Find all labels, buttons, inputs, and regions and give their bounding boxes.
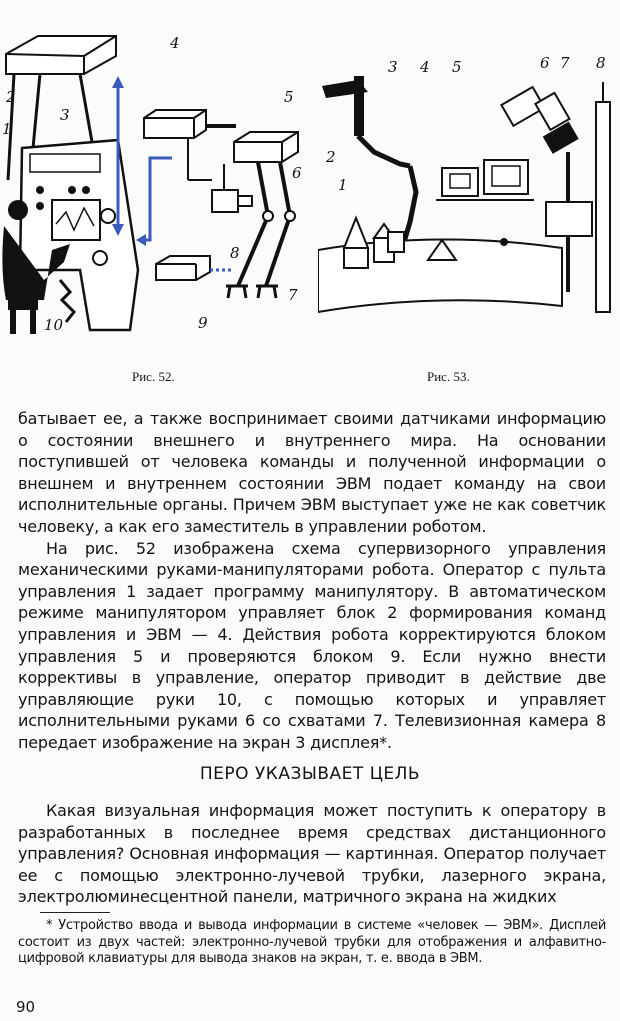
- figure-52-caption: Рис. 52.: [132, 369, 175, 384]
- svg-text:4: 4: [420, 58, 430, 76]
- svg-text:6: 6: [540, 54, 550, 72]
- svg-text:5: 5: [452, 58, 462, 76]
- paragraph: батывает ее, а также воспринимает своими датчиками информацию о состоянии внешнего и внутреннего мира. На основании поступившей от человека команды и полученной информации о внешнем и внутреннем состоянии ЭВМ подает команду на свои исполнительные органы. Причем ЭВМ выступает уже не как советчик человеку, а как его заместитель в управлении роботом.: [18, 409, 606, 536]
- svg-text:7: 7: [560, 54, 570, 72]
- svg-text:1: 1: [2, 120, 12, 138]
- paragraph: На рис. 52 изображена схема супервизорного управления механическими руками-манипуляторами робота. Оператор с пульта управления 1 задает программу манипулятору. В автоматическом режиме манипулятором управляет блок 2 формирования команд управления и ЭВМ — 4. Действия робота корректируются блоком управления 5 и проверяются блоком 9. Если нужно внести коррективы в управление, оператор приводит в действие две управляющие руки 10, с помощью которых и управляет исполнительными руками 6 со схватами 7. Телевизионная камера 8 передает изображение на экран 3 дисплея*.: [18, 538, 606, 752]
- footnote-text: * Устройство ввода и вывода информации в системе «человек — ЭВМ». Дисплей состоит из двух частей: электронно-лучевой трубки для отображения и алфавитно-цифровой клавиатуры для вывода знаков на экран, т. е. ввода в ЭВМ.: [18, 918, 606, 966]
- svg-text:3: 3: [60, 106, 70, 124]
- svg-text:6: 6: [292, 164, 302, 182]
- figure-53-caption: Рис. 53.: [427, 369, 470, 384]
- body-text-section-1: [18, 408, 606, 754]
- svg-text:2: 2: [6, 88, 16, 106]
- footnote-divider: [40, 912, 110, 913]
- svg-text:9: 9: [198, 314, 208, 332]
- footnote: [18, 918, 606, 968]
- svg-text:8: 8: [230, 244, 240, 262]
- svg-text:8: 8: [596, 54, 606, 72]
- svg-text:7: 7: [288, 286, 298, 304]
- svg-text:5: 5: [284, 88, 294, 106]
- figure-53-illustration: [318, 52, 620, 350]
- svg-text:3: 3: [388, 58, 398, 76]
- svg-text:10: 10: [44, 316, 64, 334]
- paragraph: Какая визуальная информация может поступить к оператору в разработанных в последнее время средствах дистанционного управления? Основная информация — картинная. Оператор получает ее с помощью электронно-лучевой трубки, лазерного экрана, электролюминесцентной панели, матричного экрана на жидких: [18, 801, 606, 907]
- svg-text:2: 2: [326, 148, 336, 166]
- figure-52-illustration: [0, 30, 312, 348]
- section-heading: ПЕРО УКАЗЫВАЕТ ЦЕЛЬ: [199, 764, 421, 784]
- page-number: 90: [16, 998, 36, 1016]
- svg-text:1: 1: [338, 176, 348, 194]
- body-text-section-2: [18, 800, 606, 908]
- svg-text:4: 4: [170, 34, 180, 52]
